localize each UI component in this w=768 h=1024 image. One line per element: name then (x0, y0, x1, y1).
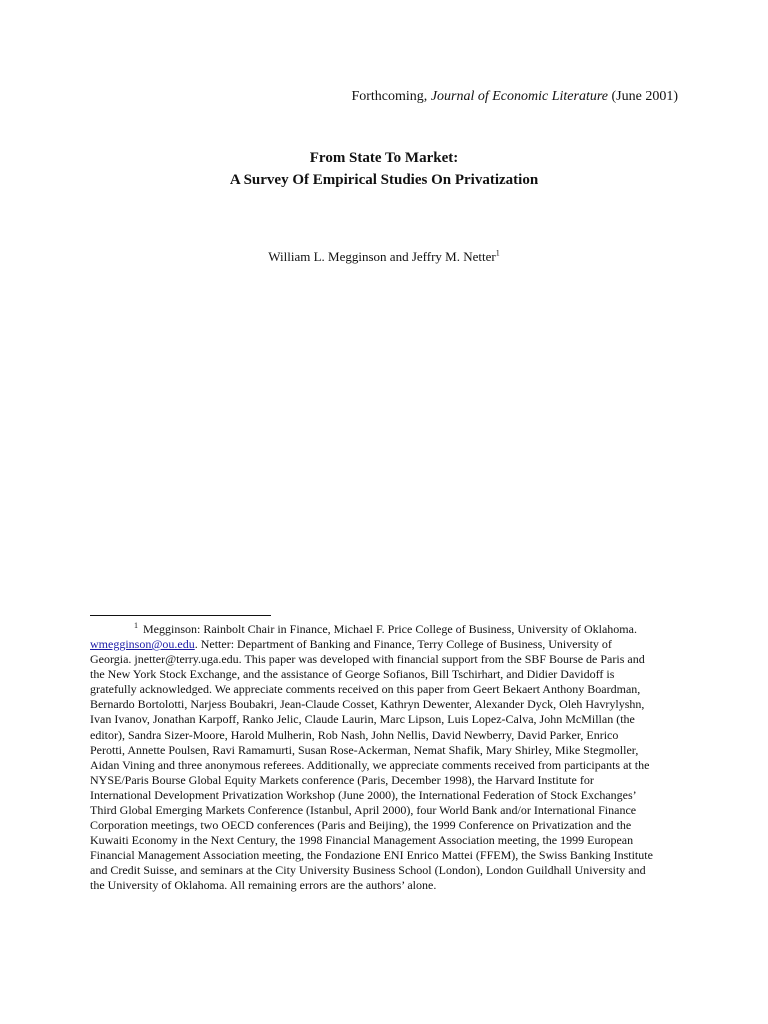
footnote-line: Georgia. jnetter@terry.uga.edu. This paper was developed with financial support from the SBF Bourse de Paris and (90, 652, 645, 667)
footnote-line: Perotti, Annette Poulsen, Ravi Ramamurti, Susan Rose-Ackerman, Nemat Shafik, Mary Shirley, Mike Stegmoller, (90, 742, 639, 757)
forthcoming-label: Forthcoming, (351, 89, 428, 104)
footnote-line: and Credit Suisse, and seminars at the City University Business School (London), London Guildhall University and (90, 863, 646, 878)
footnote-line: Ivan Ivanov, Jonathan Karpoff, Ranko Jelic, Claude Laurin, Marc Lipson, Luis Lopez-Calva, John McMillan (the (90, 712, 635, 727)
footnote-first-line: Megginson: Rainbolt Chair in Finance, Michael F. Price College of Business, University of Oklahoma. (143, 622, 637, 636)
footnote-marker: 1 (134, 621, 138, 630)
title-line-1: From State To Market: (309, 150, 459, 166)
footnote-line: the New York Stock Exchange, and the assistance of George Sofianos, Bill Tschirhart, and Didier Davidoff is (90, 667, 615, 682)
author-names: William L. Megginson and Jeffry M. Netter (268, 249, 496, 264)
footnote-line: NYSE/Paris Bourse Global Equity Markets conference (Paris, December 1998), the Harvard Institute for (90, 772, 594, 787)
author-footnote-marker[interactable]: 1 (495, 248, 500, 258)
footnote-line (90, 622, 682, 637)
footnote-line: Aidan Vining and three anonymous referees. Additionally, we appreciate comments received from participants at the (90, 757, 650, 772)
email-link[interactable]: wmegginson@ou.edu (90, 637, 195, 652)
journal-name: Journal of Economic Literature (430, 89, 608, 104)
footnote-line: International Development Privatization Workshop (June 2000), the International Federation of Stock Exchanges’ (90, 787, 637, 802)
paper-title (0, 147, 768, 191)
footnote-line (90, 637, 682, 652)
footnote-separator (90, 615, 271, 616)
footnote-line: Kuwaiti Economy in the Next Century, the 1998 Financial Management Association meeting, the 1999 European (90, 833, 634, 848)
footnote-line: Bernardo Bortolotti, Narjess Boubakri, Jean-Claude Cosset, Kathryn Dewenter, Alexander Dyck, Oleh Havrylyshn, (90, 697, 645, 712)
author-line (0, 249, 768, 265)
footnote-line: Third Global Emerging Markets Conference (Istanbul, April 2000), four World Bank and/or International Finance (90, 802, 637, 817)
journal-header (351, 89, 678, 105)
footnote-line: the University of Oklahoma. All remaining errors are the authors’ alone. (90, 878, 437, 893)
publication-date: (June 2001) (611, 89, 678, 104)
footnote-line: gratefully acknowledged. We appreciate comments received on this paper from Geert Bekaert Anthony Boardman, (90, 682, 641, 697)
title-line-2: A Survey Of Empirical Studies On Privatization (229, 172, 539, 188)
footnote-netter-affiliation: . Netter: Department of Banking and Finance, Terry College of Business, University of (194, 637, 612, 652)
footnote-line: Financial Management Association meeting, the Fondazione ENI Enrico Mattei (FFEM), the Swiss Banking Institute (90, 848, 653, 863)
footnote-line: Corporation meetings, two OECD conferences (Paris and Beijing), the 1999 Conference on Privatization and the (90, 818, 632, 833)
footnote (90, 622, 682, 893)
footnote-line: editor), Sandra Sizer-Moore, Harold Mulherin, Rob Nash, John Nellis, David Newberry, David Parker, Enrico (90, 727, 619, 742)
